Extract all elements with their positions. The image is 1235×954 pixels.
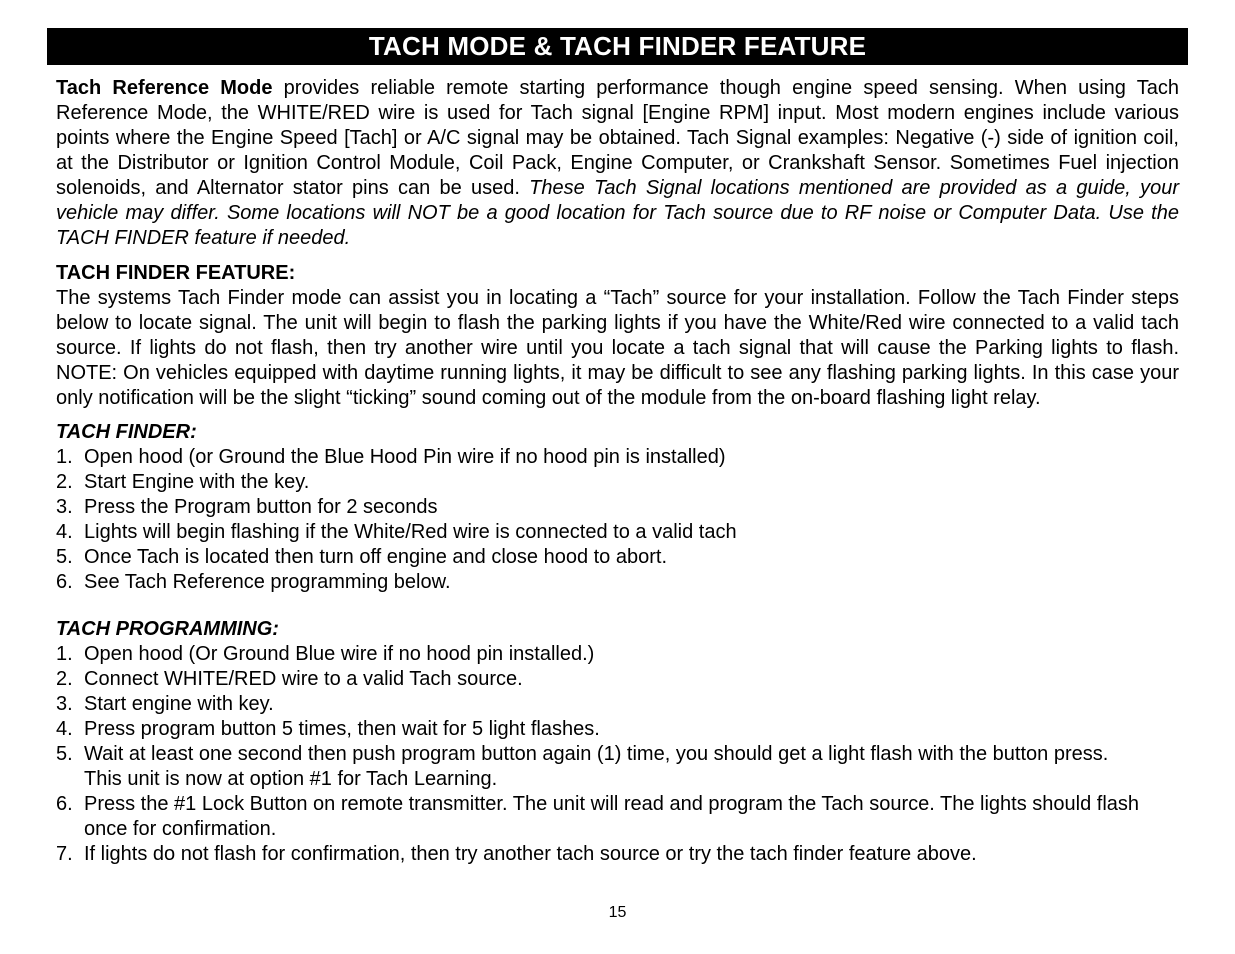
tach-finder-steps (56, 445, 1179, 595)
list-item (56, 692, 1179, 717)
step-number: 3. (56, 496, 73, 518)
tach-programming-heading: TACH PROGRAMMING: (56, 618, 279, 640)
list-item (56, 495, 1179, 520)
step-text: Start Engine with the key. (84, 471, 310, 493)
tach-finder-heading: TACH FINDER: (56, 421, 197, 443)
list-item (56, 842, 1179, 867)
step-number: 7. (56, 843, 73, 865)
finder-feature-heading: TACH FINDER FEATURE: (56, 262, 296, 284)
step-text: Connect WHITE/RED wire to a valid Tach source. (84, 668, 523, 690)
step-number: 5. (56, 546, 73, 568)
page-title: TACH MODE & TACH FINDER FEATURE (368, 31, 867, 61)
step-number: 2. (56, 668, 73, 690)
tach-programming-steps (56, 642, 1179, 867)
step-text: Once Tach is located then turn off engine and close hood to abort. (84, 546, 667, 568)
step-number: 3. (56, 693, 73, 715)
step-text: Start engine with key. (84, 693, 274, 715)
list-item (56, 717, 1179, 742)
step-number: 5. (56, 743, 73, 765)
step-number: 1. (56, 643, 73, 665)
step-number: 6. (56, 571, 73, 593)
step-text: Wait at least one second then push program button again (1) time, you should get a light flash with the button press. This unit is now at option #1 for Tach Learning. (84, 743, 1109, 790)
list-item (56, 445, 1179, 470)
list-item (56, 570, 1179, 595)
list-item (56, 792, 1179, 842)
step-text: Open hood (or Ground the Blue Hood Pin wire if no hood pin is installed) (84, 446, 726, 468)
step-number: 1. (56, 446, 73, 468)
document-body (56, 76, 1179, 867)
page-number: 15 (608, 904, 627, 921)
step-number: 4. (56, 521, 73, 543)
step-text: Lights will begin flashing if the White/Red wire is connected to a valid tach (84, 521, 737, 543)
step-text: Open hood (Or Ground Blue wire if no hood pin installed.) (84, 643, 595, 665)
list-item (56, 667, 1179, 692)
list-item (56, 742, 1179, 792)
list-item (56, 520, 1179, 545)
page-title-bar (47, 28, 1188, 65)
intro-body: provides reliable remote starting performance though engine speed sensing. When using Tach Reference Mode, the WHITE/RED wire is used for Tach signal [Engine RPM] input. Most modern engines include various points where the Engine Speed [Tach] or A/C signal may be obtained. Tach Signal examples: Negative (-) side of ignition coil, at the Distributor or Ignition Control Module, Coil Pack, Engine Computer, or Crankshaft Sensor. Sometimes Fuel injection solenoids, and Alternator stator pins can be used. (56, 77, 1179, 199)
list-item (56, 545, 1179, 570)
step-number: 4. (56, 718, 73, 740)
step-text: Press the #1 Lock Button on remote transmitter. The unit will read and program the Tach source. The lights should flash once for confirmation. (84, 793, 1140, 840)
step-number: 2. (56, 471, 73, 493)
step-text: See Tach Reference programming below. (84, 571, 451, 593)
step-text: Press the Program button for 2 seconds (84, 496, 438, 518)
step-text: Press program button 5 times, then wait for 5 light flashes. (84, 718, 600, 740)
intro-italic-note: These Tach Signal locations mentioned are provided as a guide, your vehicle may differ. Some locations will NOT be a good location for Tach source due to RF noise or Computer Data. Use the TACH FINDER feature if needed. (56, 177, 1179, 249)
list-item (56, 470, 1179, 495)
list-item (56, 642, 1179, 667)
finder-feature-paragraph: The systems Tach Finder mode can assist you in locating a “Tach” source for your installation. Follow the Tach Finder steps below to locate signal. The unit will begin to flash the parking lights if you have the White/Red wire connected to a valid tach source. If lights do not flash, then try another wire until you locate a tach signal that will cause the Parking lights to flash. NOTE: On vehicles equipped with daytime running lights, it may be difficult to see any flashing parking lights. In this case your only notification will be the slight “ticking” sound coming out of the module from the on-board flashing light relay. (56, 287, 1179, 409)
step-number: 6. (56, 793, 73, 815)
step-text: If lights do not flash for confirmation, then try another tach source or try the tach finder feature above. (84, 843, 977, 865)
intro-paragraph (56, 76, 1179, 251)
intro-lead: Tach Reference Mode (56, 77, 273, 99)
